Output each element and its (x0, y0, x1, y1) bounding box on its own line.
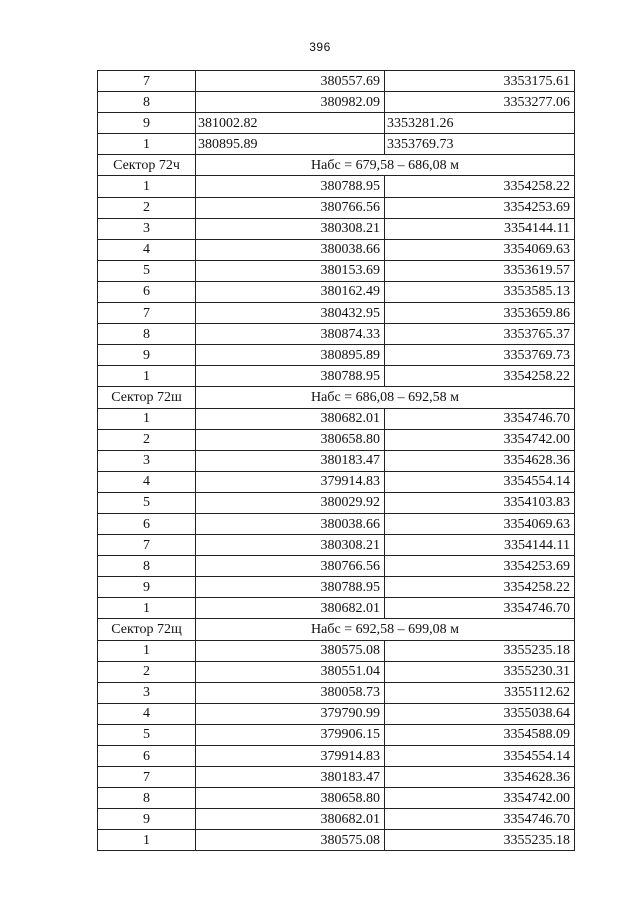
coordinate-y: 3354258.22 (385, 577, 575, 598)
sector-height-range: Набс = 679,58 – 686,08 м (196, 155, 575, 176)
coordinate-x: 380162.49 (196, 281, 385, 302)
coordinate-y: 3354742.00 (385, 429, 575, 450)
coordinate-y: 3354069.63 (385, 239, 575, 260)
table-row (98, 809, 575, 830)
table-row (98, 113, 575, 134)
coordinate-x: 379906.15 (196, 724, 385, 745)
coordinate-y: 3353769.73 (385, 345, 575, 366)
table-row (98, 492, 575, 513)
coordinate-y: 3354253.69 (385, 556, 575, 577)
table-row (98, 598, 575, 619)
coordinate-x: 380058.73 (196, 682, 385, 703)
coordinate-x: 380183.47 (196, 767, 385, 788)
coordinate-x: 380029.92 (196, 492, 385, 513)
table-row (98, 197, 575, 218)
table-row (98, 661, 575, 682)
point-number: 7 (98, 767, 196, 788)
coordinate-y: 3354144.11 (385, 535, 575, 556)
coordinate-y: 3355038.64 (385, 703, 575, 724)
point-number: 1 (98, 408, 196, 429)
coordinate-y: 3354746.70 (385, 809, 575, 830)
sector-name: Сектор 72щ (98, 619, 196, 640)
coordinate-x: 380153.69 (196, 260, 385, 281)
coordinate-y: 3354588.09 (385, 724, 575, 745)
coordinate-x: 380038.66 (196, 513, 385, 534)
table-row (98, 366, 575, 387)
point-number: 9 (98, 577, 196, 598)
point-number: 9 (98, 809, 196, 830)
coordinate-x: 380788.95 (196, 176, 385, 197)
point-number: 6 (98, 281, 196, 302)
point-number: 4 (98, 471, 196, 492)
sector-header-row (98, 619, 575, 640)
coordinate-y: 3353281.26 (385, 113, 575, 134)
table-row (98, 260, 575, 281)
point-number: 1 (98, 830, 196, 851)
coordinate-x: 380308.21 (196, 535, 385, 556)
point-number: 4 (98, 239, 196, 260)
point-number: 3 (98, 218, 196, 239)
coordinate-x: 380432.95 (196, 303, 385, 324)
coordinate-x: 380682.01 (196, 598, 385, 619)
coordinate-x: 380766.56 (196, 197, 385, 218)
coordinate-y: 3354746.70 (385, 598, 575, 619)
table-row (98, 408, 575, 429)
point-number: 9 (98, 345, 196, 366)
table-row (98, 640, 575, 661)
table-row (98, 535, 575, 556)
coordinate-y: 3354554.14 (385, 746, 575, 767)
sector-header-row (98, 387, 575, 408)
table-row (98, 71, 575, 92)
coordinate-x: 379914.83 (196, 746, 385, 767)
table-row (98, 556, 575, 577)
table-row (98, 239, 575, 260)
coordinate-y: 3354258.22 (385, 176, 575, 197)
coordinate-y: 3353769.73 (385, 134, 575, 155)
coordinate-x: 380658.80 (196, 429, 385, 450)
page-number: 396 (309, 40, 331, 54)
point-number: 3 (98, 682, 196, 703)
coordinate-x: 380874.33 (196, 324, 385, 345)
point-number: 1 (98, 134, 196, 155)
sector-name: Сектор 72ч (98, 155, 196, 176)
point-number: 2 (98, 429, 196, 450)
table-row (98, 134, 575, 155)
coordinate-x: 380788.95 (196, 577, 385, 598)
point-number: 8 (98, 788, 196, 809)
table-row (98, 577, 575, 598)
coordinate-x: 380658.80 (196, 788, 385, 809)
coordinate-x: 380895.89 (196, 345, 385, 366)
point-number: 5 (98, 724, 196, 745)
point-number: 5 (98, 260, 196, 281)
table-row (98, 218, 575, 239)
coordinate-x: 380575.08 (196, 640, 385, 661)
coordinate-y: 3353175.61 (385, 71, 575, 92)
point-number: 1 (98, 176, 196, 197)
coordinate-x: 380682.01 (196, 408, 385, 429)
coordinate-y: 3354628.36 (385, 450, 575, 471)
coordinate-y: 3354554.14 (385, 471, 575, 492)
table-row (98, 471, 575, 492)
table-row (98, 724, 575, 745)
coordinate-x: 380682.01 (196, 809, 385, 830)
coordinate-y: 3353585.13 (385, 281, 575, 302)
point-number: 1 (98, 366, 196, 387)
table-row (98, 682, 575, 703)
table-row (98, 746, 575, 767)
coordinate-y: 3355235.18 (385, 640, 575, 661)
coordinate-y: 3355235.18 (385, 830, 575, 851)
coordinate-y: 3355230.31 (385, 661, 575, 682)
table-row (98, 788, 575, 809)
coordinate-y: 3354103.83 (385, 492, 575, 513)
coordinate-x: 380557.69 (196, 71, 385, 92)
point-number: 8 (98, 92, 196, 113)
coordinate-x: 380183.47 (196, 450, 385, 471)
coordinate-x: 380575.08 (196, 830, 385, 851)
coordinate-x: 379790.99 (196, 703, 385, 724)
coordinate-y: 3353619.57 (385, 260, 575, 281)
coordinate-y: 3354069.63 (385, 513, 575, 534)
coordinate-x: 381002.82 (196, 113, 385, 134)
point-number: 1 (98, 640, 196, 661)
table-row (98, 281, 575, 302)
coordinate-x: 380895.89 (196, 134, 385, 155)
sector-height-range: Набс = 686,08 – 692,58 м (196, 387, 575, 408)
coordinate-y: 3354144.11 (385, 218, 575, 239)
coordinate-x: 380982.09 (196, 92, 385, 113)
point-number: 6 (98, 513, 196, 534)
coordinates-table-body (98, 71, 575, 851)
point-number: 2 (98, 197, 196, 218)
point-number: 2 (98, 661, 196, 682)
table-row (98, 176, 575, 197)
sector-name: Сектор 72ш (98, 387, 196, 408)
table-row (98, 767, 575, 788)
coordinate-x: 380766.56 (196, 556, 385, 577)
point-number: 4 (98, 703, 196, 724)
point-number: 7 (98, 71, 196, 92)
table-row (98, 324, 575, 345)
table-row (98, 92, 575, 113)
coordinate-x: 379914.83 (196, 471, 385, 492)
point-number: 6 (98, 746, 196, 767)
point-number: 8 (98, 556, 196, 577)
point-number: 9 (98, 113, 196, 134)
point-number: 5 (98, 492, 196, 513)
coordinate-y: 3354746.70 (385, 408, 575, 429)
coordinate-x: 380038.66 (196, 239, 385, 260)
coordinate-x: 380551.04 (196, 661, 385, 682)
table-row (98, 513, 575, 534)
coordinate-x: 380308.21 (196, 218, 385, 239)
coordinate-y: 3353277.06 (385, 92, 575, 113)
coordinate-y: 3354253.69 (385, 197, 575, 218)
coordinate-y: 3355112.62 (385, 682, 575, 703)
sector-height-range: Набс = 692,58 – 699,08 м (196, 619, 575, 640)
coordinate-y: 3354628.36 (385, 767, 575, 788)
point-number: 7 (98, 535, 196, 556)
point-number: 3 (98, 450, 196, 471)
coordinate-y: 3354258.22 (385, 366, 575, 387)
coordinate-x: 380788.95 (196, 366, 385, 387)
table-row (98, 429, 575, 450)
table-row (98, 830, 575, 851)
point-number: 7 (98, 303, 196, 324)
table-row (98, 450, 575, 471)
point-number: 1 (98, 598, 196, 619)
coordinate-y: 3354742.00 (385, 788, 575, 809)
table-row (98, 345, 575, 366)
coordinate-y: 3353659.86 (385, 303, 575, 324)
table-row (98, 703, 575, 724)
point-number: 8 (98, 324, 196, 345)
table-row (98, 303, 575, 324)
sector-header-row (98, 155, 575, 176)
coordinates-table (97, 70, 575, 851)
coordinate-y: 3353765.37 (385, 324, 575, 345)
